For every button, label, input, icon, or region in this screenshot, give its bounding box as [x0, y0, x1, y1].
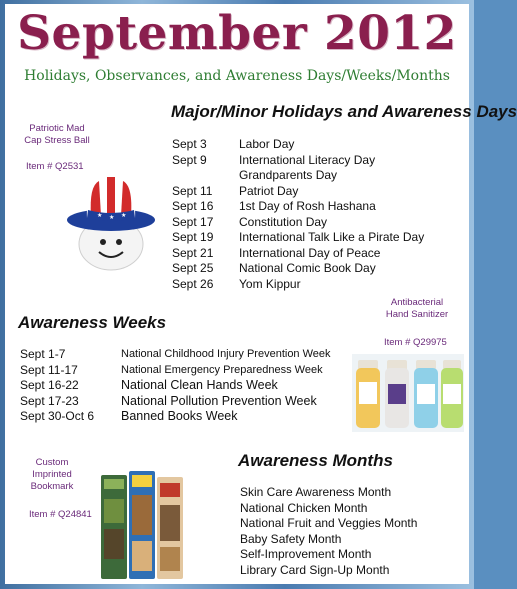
stress-ball-image [61, 172, 161, 276]
day-date: Sept 9 [172, 152, 207, 167]
day-name: International Literacy Day [239, 152, 376, 167]
week-name: Banned Books Week [121, 409, 238, 423]
days-list [172, 137, 424, 292]
stress-ball-item-number: Item # Q2531 [26, 161, 84, 172]
list-item [20, 409, 331, 425]
list-item [172, 277, 424, 293]
weeks-heading: Awareness Weeks [18, 313, 167, 332]
promo-line: Patriotic Mad [29, 123, 85, 134]
list-item [172, 184, 424, 200]
page-subtitle: Holidays, Observances, and Awareness Days/Weeks/Months [24, 68, 450, 84]
list-item [20, 394, 331, 410]
sanitizer-caption [377, 297, 457, 321]
promo-line: Bookmark [30, 481, 74, 492]
week-date: Sept 16-22 [20, 378, 79, 392]
promo-line: Cap Stress Ball [24, 135, 90, 146]
list-item: Baby Safety Month [240, 531, 342, 546]
day-name: International Day of Peace [239, 245, 381, 260]
bookmark-caption [17, 457, 87, 493]
weeks-list [20, 347, 331, 425]
day-date: Sept 16 [172, 199, 214, 213]
list-item: Skin Care Awareness Month [240, 485, 392, 499]
days-heading: Major/Minor Holidays and Awareness Days [171, 102, 517, 121]
day-date: Sept 19 [172, 230, 214, 244]
svg-text:★: ★ [109, 215, 115, 221]
day-date: Sept 11 [172, 183, 213, 198]
day-date: Sept 3 [172, 137, 207, 151]
promo-line: Hand Sanitizer [385, 309, 449, 320]
sanitizer-item-number: Item # Q29975 [384, 337, 447, 348]
week-date: Sept 17-23 [20, 393, 79, 408]
week-date: Sept 11-17 [20, 362, 78, 377]
promo-line: Imprinted [32, 469, 72, 480]
svg-text:★: ★ [97, 213, 103, 219]
svg-text:★: ★ [121, 213, 127, 219]
week-name: National Clean Hands Week [121, 378, 278, 392]
list-item [20, 347, 331, 363]
list-item [20, 363, 331, 379]
day-name: Yom Kippur [239, 276, 301, 291]
day-date: Sept 21 [172, 245, 214, 260]
day-date: Sept 17 [172, 214, 214, 229]
day-name: 1st Day of Rosh Hashana [239, 199, 376, 213]
list-item [20, 378, 331, 394]
week-name: National Childhood Injury Prevention Week [121, 348, 331, 360]
list-item: National Fruit and Veggies Month [240, 516, 418, 530]
list-item [172, 230, 424, 246]
bookmark-item-number: Item # Q24841 [29, 509, 92, 520]
list-item [172, 168, 424, 184]
day-date [172, 168, 239, 184]
promo-line: Custom [35, 457, 69, 468]
day-date: Sept 26 [172, 276, 214, 291]
day-name: Grandparents Day [239, 168, 338, 182]
day-name: Patriot Day [239, 183, 299, 198]
list-item [172, 153, 424, 169]
week-date: Sept 30-Oct 6 [20, 409, 95, 423]
day-date: Sept 25 [172, 261, 214, 275]
day-name: Labor Day [239, 137, 295, 151]
months-list [240, 485, 417, 578]
list-item: National Chicken Month [240, 500, 368, 515]
months-heading: Awareness Months [238, 451, 393, 470]
flyer-page [5, 4, 517, 584]
stress-ball-caption [17, 123, 97, 147]
day-name: International Talk Like a Pirate Day [239, 230, 425, 244]
list-item: Self-Improvement Month [240, 547, 372, 561]
list-item [172, 137, 424, 153]
list-item: Library Card Sign-Up Month [240, 562, 390, 577]
bookmarks-image [99, 469, 189, 581]
promo-line: Antibacterial [390, 297, 444, 308]
week-name: National Emergency Preparedness Week [121, 363, 323, 376]
list-item [172, 199, 424, 215]
week-name: National Pollution Prevention Week [121, 393, 317, 408]
list-item [172, 215, 424, 231]
sanitizer-bottles-image [350, 350, 466, 434]
week-date: Sept 1-7 [20, 347, 66, 361]
day-name: National Comic Book Day [239, 261, 376, 275]
list-item [172, 261, 424, 277]
day-name: Constitution Day [239, 214, 328, 229]
list-item [172, 246, 424, 262]
page-title: September 2012 [17, 6, 457, 61]
